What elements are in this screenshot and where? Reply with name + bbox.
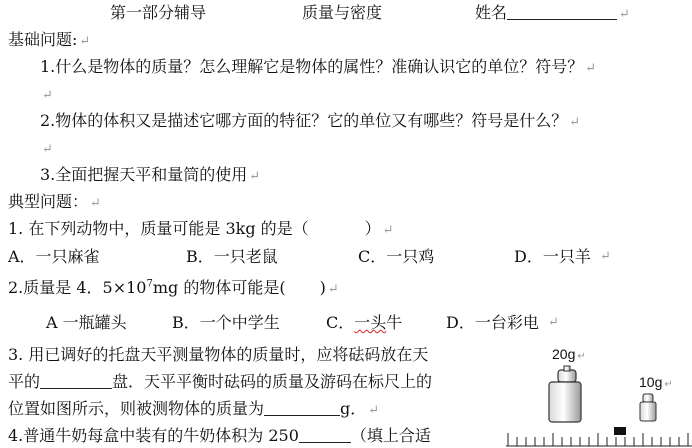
spellcheck-underline: 一头 [354, 313, 387, 332]
header-part: 第一部分辅导 [110, 3, 207, 22]
basic-heading: 基础问题: ↵ [8, 30, 91, 49]
option-b: B．一只老鼠 [186, 247, 278, 266]
weight-10g-label: 10g ↵ [639, 374, 673, 390]
typical-heading: 典型问题： ↵ [8, 192, 101, 211]
weight-20g-label: 20g ↵ [552, 346, 586, 362]
balance-figure [500, 340, 692, 448]
header-name-field[interactable] [475, 3, 630, 25]
rider-slider [614, 427, 626, 435]
weight-10g-icon [640, 394, 656, 421]
basic-question-3: 3.全面把握天平和量筒的使用 ↵ [40, 165, 261, 184]
problem-3-line-1: 3. 用已调好的托盘天平测量物体的质量时，应将砝码放在天 [8, 345, 429, 364]
option-a: A．一只麻雀 [8, 247, 100, 266]
answer-blank [264, 399, 340, 416]
basic-question-1: 1.什么是物体的质量？怎么理解它是物体的属性？准确认识它的单位？符号？ ↵ [40, 57, 597, 76]
option-c: C．一只鸡 [358, 247, 435, 266]
basic-question-2: 2.物体的体积又是描述它哪方面的特征？它的单位又有哪些？符号是什么？ ↵ [40, 111, 581, 130]
option-d: D．一台彩电 [446, 313, 539, 332]
option-c: C．一头牛 [326, 313, 403, 332]
problem-2-stem: 2.质量是 4．$5\times 10^7mg$ 的物体可能是( ) ↵ [8, 278, 339, 297]
rider-scale [506, 427, 692, 446]
option-b: B．一个中学生 [172, 313, 280, 332]
name-label: 姓名 [475, 3, 508, 22]
balance-drawing [500, 340, 692, 448]
problem-3-line-2: 平的 盘．天平平衡时砝码的质量及游码在标尺上的 [8, 372, 433, 391]
header-subject: 质量与密度 [302, 3, 383, 22]
empty-line: ↵ [42, 142, 53, 157]
empty-line: ↵ [42, 88, 53, 103]
option-a: A 一瓶罐头 [46, 313, 127, 332]
paragraph-mark: ↵ [619, 7, 630, 22]
answer-blank [40, 372, 112, 389]
problem-3-line-3: 位置如图所示，则被测物体的质量为 g． ↵ [8, 399, 380, 418]
weight-20g-icon [549, 366, 581, 422]
option-d: D．一只羊 [514, 247, 591, 266]
name-blank [507, 3, 617, 20]
answer-blank [299, 426, 351, 443]
problem-4-line-1: 4.普通牛奶每盒中装有的牛奶体积为 250 （填上合适 [8, 426, 431, 445]
problem-1-stem: 1. 在下列动物中，质量可能是 3kg 的是（ ） ↵ [8, 219, 394, 238]
